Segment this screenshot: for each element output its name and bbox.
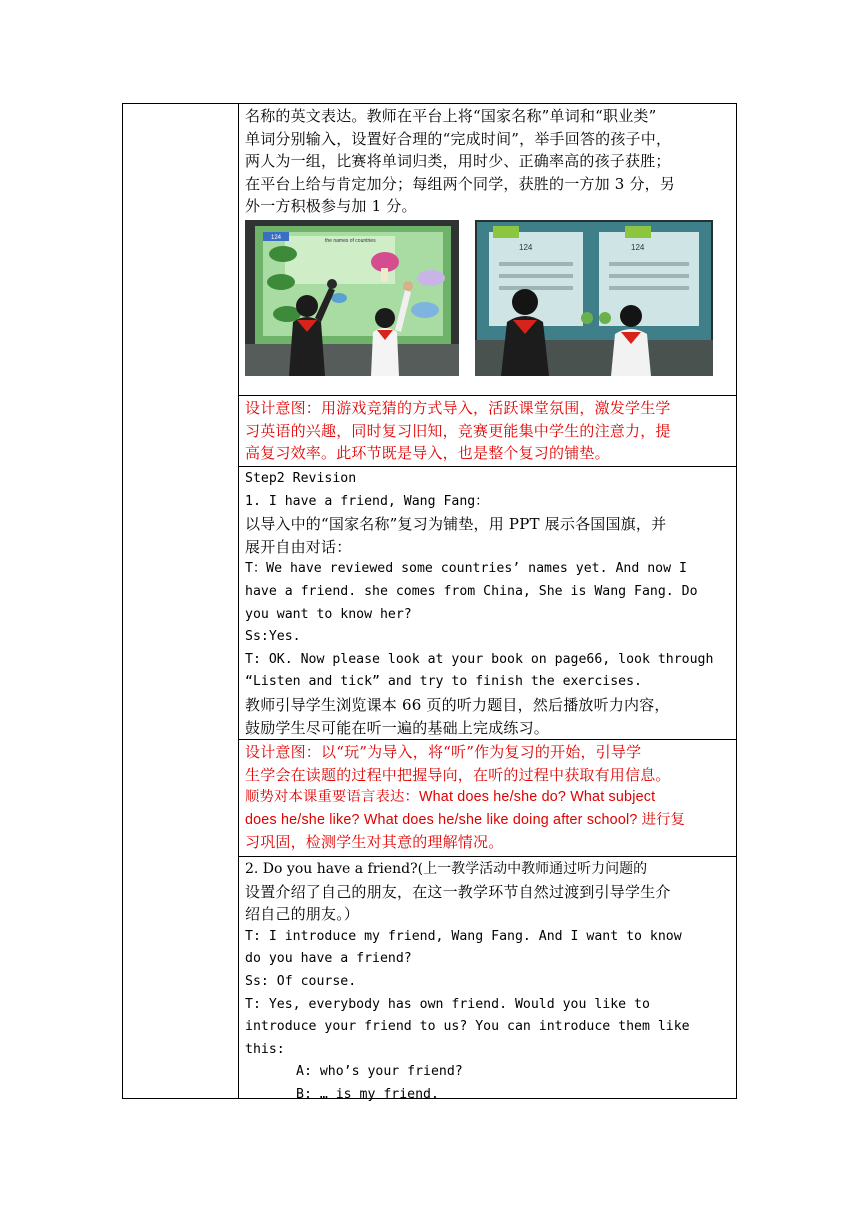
- dialogue-line: have a friend. she comes from China, She is Wang Fang. Do: [245, 583, 698, 599]
- photo-row: [245, 220, 732, 378]
- design-intent-line: 顺势对本课重要语言表达：What does he/she do? What subject: [245, 789, 656, 806]
- dialogue-line: T：We have reviewed some countries’ names yet. And now I: [245, 561, 687, 577]
- dialogue-line: you want to know her?: [245, 606, 412, 622]
- design-intent-line: 设计意图：以“玩”为导入，将“听”作为复习的开始，引导学: [245, 743, 642, 761]
- design-intent-cell-1: [239, 396, 736, 467]
- text-line: 以导入中的“国家名称”复习为铺垫，用 PPT 展示各国国旗，并: [245, 515, 667, 534]
- text-line: 在平台上给与肯定加分；每组两个同学，获胜的一方加 3 分，另: [245, 174, 676, 193]
- text-line: 外一方积极参与加 1 分。: [245, 197, 417, 216]
- design-intent-line: does he/she like? What does he/she like doing after school? 进行复: [245, 811, 686, 828]
- classroom-photo-2: [475, 220, 713, 376]
- text-line: 单词分别输入，设置好合理的“完成时间”，举手回答的孩子中，: [245, 129, 672, 148]
- text-line: 名称的英文表达。教师在平台上将“国家名称”单词和“职业类”: [245, 107, 657, 125]
- score-text: 124: [271, 234, 282, 241]
- text-line: 两人为一组，比赛将单词归类，用时少、正确率高的孩子获胜；: [245, 152, 671, 171]
- content-column: [239, 104, 736, 1102]
- activity-description-cell: [239, 104, 736, 396]
- score-text: 124: [631, 242, 645, 252]
- dialogue-line: A: who’s your friend?: [296, 1064, 463, 1080]
- dialogue-line: introduce your friend to us? You can introduce them like: [245, 1019, 690, 1035]
- dialogue-line: “Listen and tick” and try to finish the exercises.: [245, 674, 642, 690]
- dialogue-line: do you have a friend?: [245, 951, 412, 967]
- step-heading: Step2 Revision: [245, 471, 357, 486]
- text-line: 2. Do you have a friend?(上一教学活动中教师通过听力问题的: [245, 861, 648, 877]
- activity-friend-cell: [239, 857, 736, 1100]
- step2-revision-cell: [239, 467, 736, 740]
- design-intent-line: 高复习效率。此环节既是导入，也是整个复习的铺垫。: [245, 444, 610, 463]
- screen-header-text: the names of countries: [325, 237, 376, 244]
- design-intent-line: 习巩固，检测学生对其意的理解情况。: [245, 833, 504, 852]
- score-text: 124: [519, 242, 533, 252]
- design-intent-cell-2: [239, 740, 736, 857]
- dialogue-line: T: Yes, everybody has own friend. Would you like to: [245, 996, 650, 1012]
- dialogue-line: this:: [245, 1041, 285, 1057]
- text-line: 展开自由对话：: [245, 537, 352, 556]
- dialogue-line: T: OK. Now please look at your book on page66, look through: [245, 651, 714, 667]
- design-intent-line: 习英语的兴趣，同时复习旧知，竞赛更能集中学生的注意力，提: [245, 421, 671, 440]
- text-line: 1. I have a friend, Wang Fang：: [245, 493, 489, 509]
- lesson-plan-table: [122, 103, 737, 1102]
- dialogue-line: T: I introduce my friend, Wang Fang. And I want to know: [245, 928, 682, 944]
- dialogue-line: Ss: Of course.: [245, 973, 357, 989]
- text-line: 教师引导学生浏览课本 66 页的听力题目，然后播放听力内容，: [245, 695, 670, 714]
- text-line: 设置介绍了自己的朋友，在这一教学环节自然过渡到引导学生介: [245, 882, 671, 901]
- text-line: 绍自己的朋友。）: [245, 905, 360, 924]
- design-intent-line: 设计意图：用游戏竞猜的方式导入，活跃课堂氛围，激发学生学: [245, 399, 671, 417]
- classroom-photo-1: [245, 220, 459, 376]
- design-intent-line: 生学会在读题的过程中把握导向，在听的过程中获取有用信息。: [245, 765, 671, 784]
- dialogue-line: Ss:Yes.: [245, 629, 301, 645]
- text-line: 鼓励学生尽可能在听一遍的基础上完成练习。: [245, 718, 550, 737]
- left-column-cell: [123, 104, 239, 1098]
- dialogue-line: B: … is my friend.: [296, 1086, 439, 1102]
